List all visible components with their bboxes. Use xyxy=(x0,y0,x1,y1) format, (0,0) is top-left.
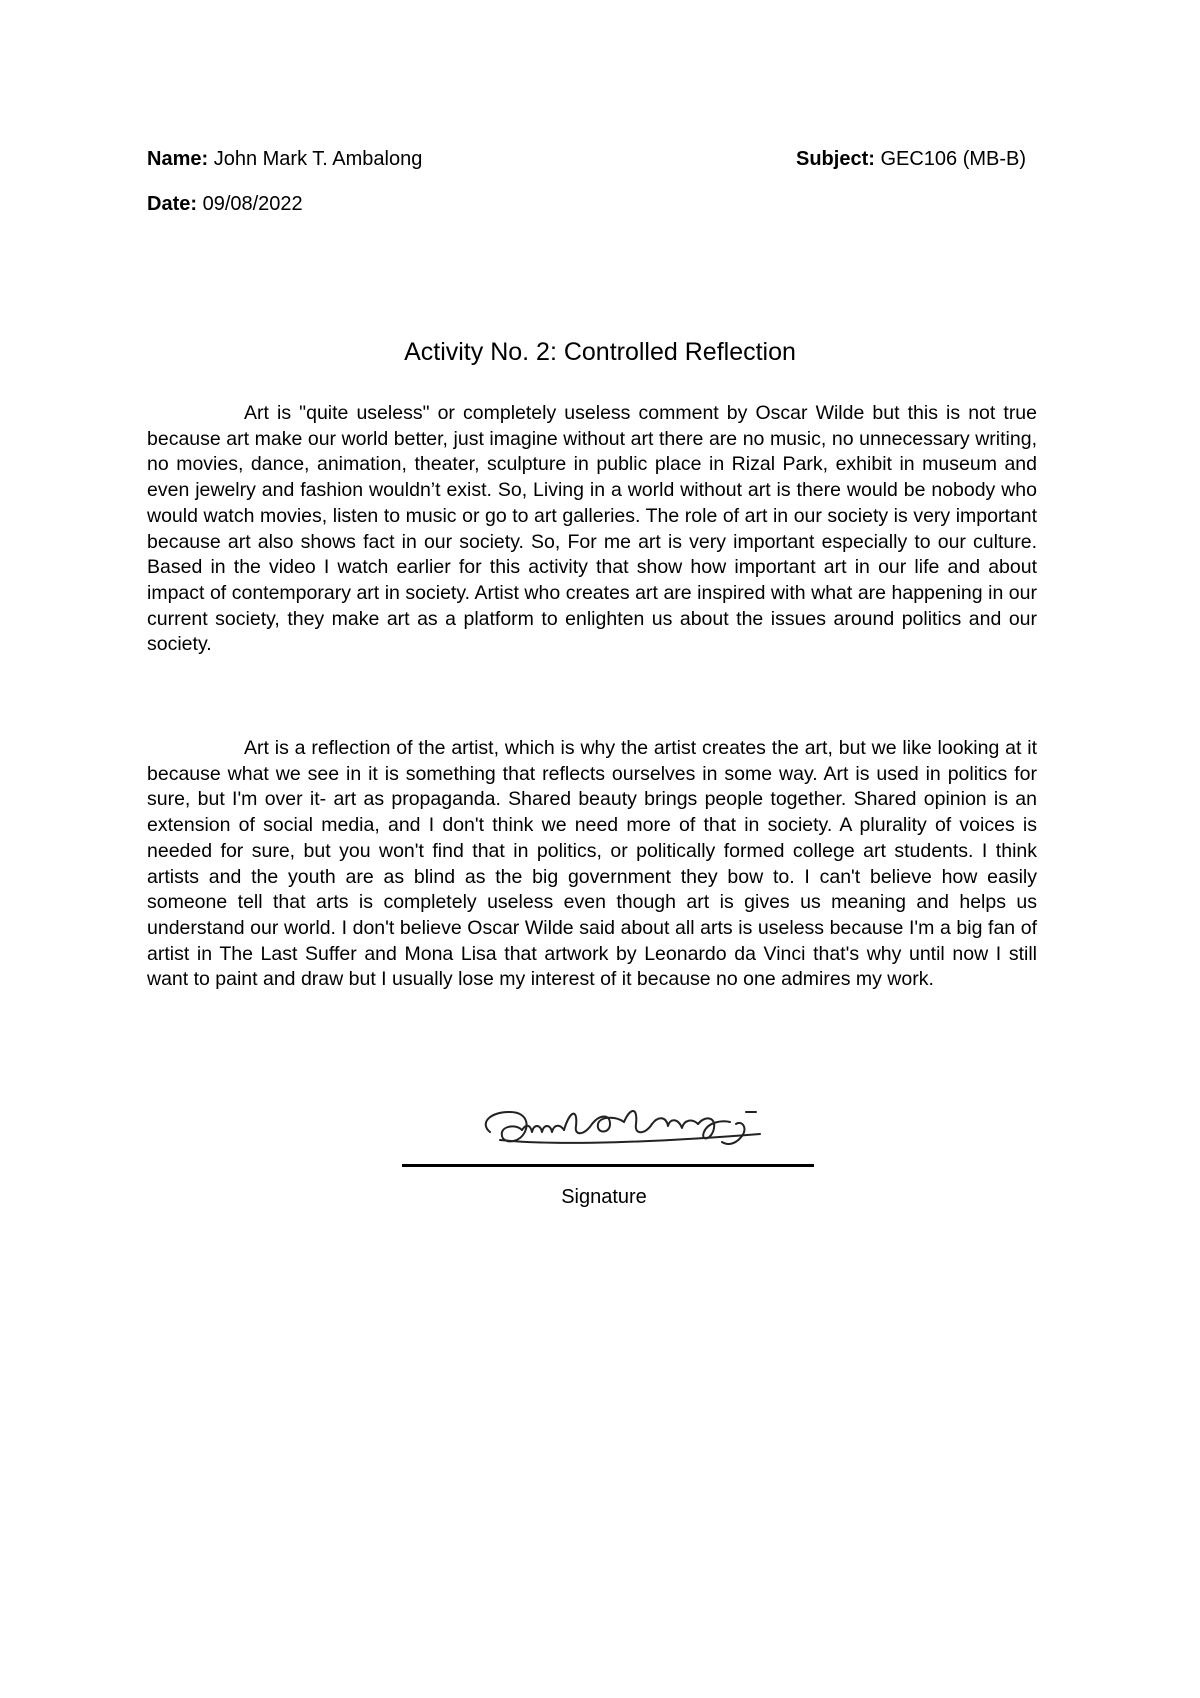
subject-value: GEC106 (MB-B) xyxy=(880,148,1027,170)
date-value: 09/08/2022 xyxy=(202,193,303,215)
subject-field xyxy=(796,146,1026,172)
paragraph-2: Art is a reflection of the artist, which is why the artist creates the art, but we like looking at it because what we see in it is something that reflects ourselves in some way. Art is used in politics for sure, but I'm over it- art as propaganda. Shared beauty brings people together. Shared opinion is an extension of social media, and I don't think we need more of that in society. A plurality of voices is needed for sure, but you won't find that in politics, or politically formed college art students. I think artists and the youth are as blind as the big government they bow to. I can't believe how easily someone tell that arts is completely useless even though art is gives us meaning and helps us understand our world. I don't believe Oscar Wilde said about all arts is useless because I'm a big fan of artist in The Last Suffer and Mona Lisa that artwork by Leonardo da Vinci that's why until now I still want to paint and draw but I usually lose my interest of it because no one admires my work. xyxy=(147,737,1037,991)
date-field xyxy=(147,191,303,217)
signature-label: Signature xyxy=(561,1186,647,1208)
date-label: Date: xyxy=(147,193,198,215)
signature-block xyxy=(400,1080,820,1210)
name-label: Name: xyxy=(147,148,209,170)
document-title: Activity No. 2: Controlled Reflection xyxy=(404,338,796,366)
signature-line xyxy=(402,1164,814,1167)
name-value: John Mark T. Ambalong xyxy=(213,148,423,170)
subject-label: Subject: xyxy=(796,148,875,170)
name-field xyxy=(147,146,422,172)
paragraph-1: Art is "quite useless" or completely useless comment by Oscar Wilde but this is not true because art make our world better, just imagine without art there are no music, no unnecessary writing, no movies, dance, animation, theater, sculpture in public place in Rizal Park, exhibit in museum and even jewelry and fashion wouldn’t exist. So, Living in a world without art is there would be nobody who would watch movies, listen to music or go to art galleries. The role of art in our society is very important because art also shows fact in our society. So, For me art is very important especially to our culture. Based in the video I watch earlier for this activity that show how important art in our life and about impact of contemporary art in society. Artist who creates art are inspired with what are happening in our current society, they make art as a platform to enlighten us about the issues around politics and our society. xyxy=(147,402,1037,656)
handwritten-signature xyxy=(460,1080,800,1170)
